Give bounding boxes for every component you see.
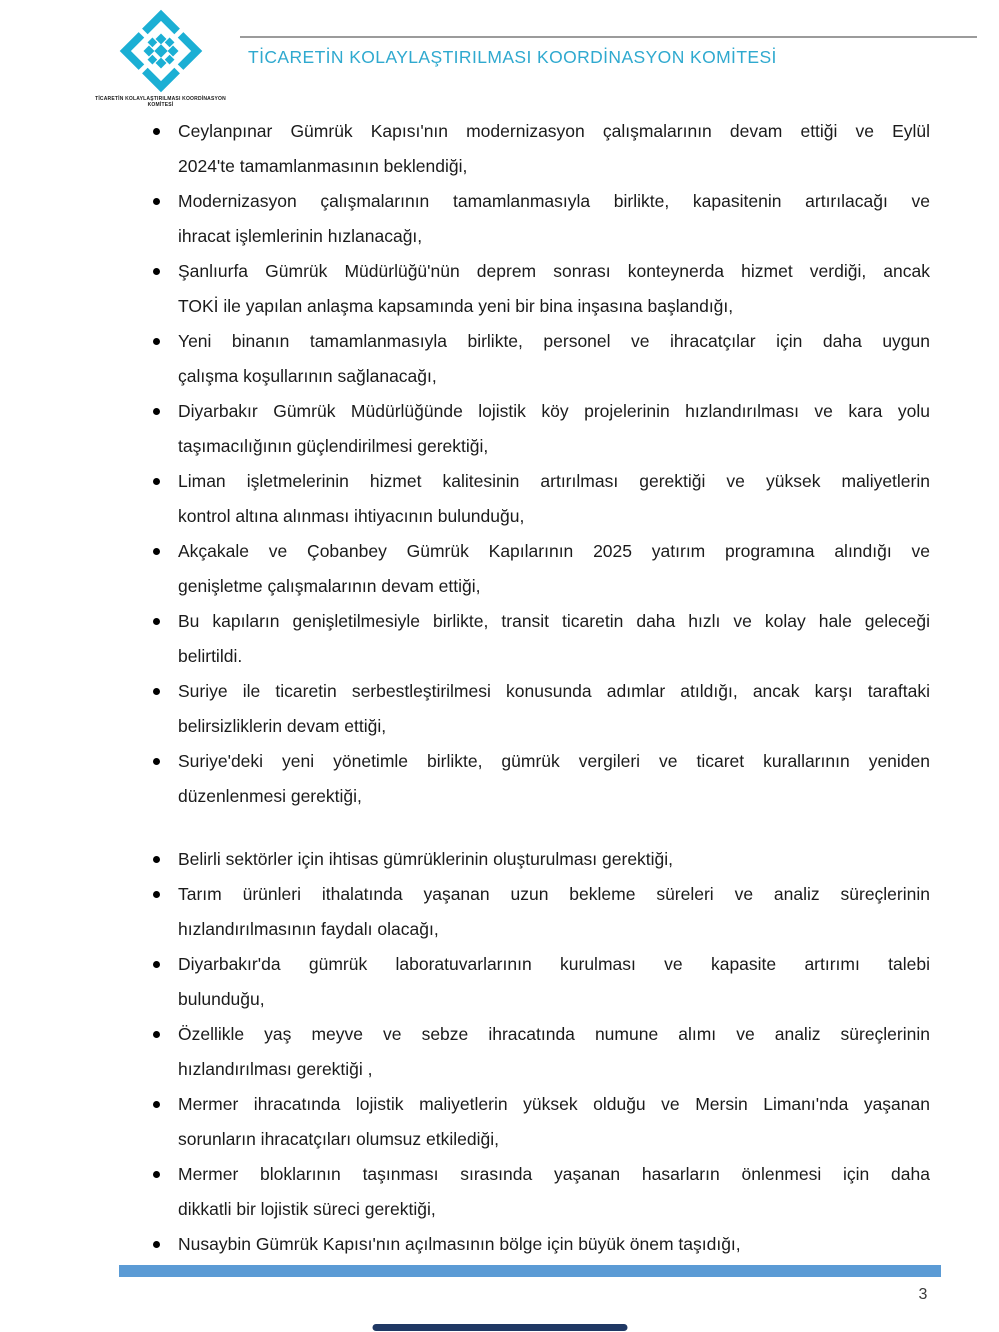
page-number: 3 bbox=[918, 1286, 928, 1303]
logo-caption-line1: TİCARETİN KOLAYLAŞTIRILMASI KOORDİNASYON bbox=[95, 96, 226, 102]
list-item bbox=[150, 744, 930, 814]
text-line: kontrol altına alınması ihtiyacının bulunduğu, bbox=[178, 506, 525, 526]
text-line: Belirli sektörler için ihtisas gümrüklerinin oluşturulması gerektiği, bbox=[178, 849, 674, 869]
logo-caption bbox=[88, 96, 233, 108]
text-line: Modernizasyon çalışmalarının tamamlanmasıyla birlikte, kapasitenin artırılacağı ve bbox=[178, 191, 930, 211]
bullet-list-2 bbox=[150, 842, 930, 1262]
bullet-content bbox=[150, 114, 930, 1262]
bullet-icon bbox=[153, 1031, 160, 1038]
text-line: Suriye'deki yeni yönetimle birlikte, gümrük vergileri ve ticaret kurallarının yeniden bbox=[178, 751, 930, 771]
text-line: Diyarbakır'da gümrük laboratuvarlarının kurulması ve kapasite artırımı talebi bbox=[178, 954, 930, 974]
list-item bbox=[150, 464, 930, 534]
list-item bbox=[150, 877, 930, 947]
list-item bbox=[150, 947, 930, 1017]
text-line: Mermer bloklarının taşınması sırasında yaşanan hasarların önlenmesi için daha bbox=[178, 1164, 930, 1184]
list-item bbox=[150, 1087, 930, 1157]
text-line: ihracat işlemlerinin hızlanacağı, bbox=[178, 226, 423, 246]
list-item bbox=[150, 184, 930, 254]
bottom-accent-bar bbox=[372, 1324, 627, 1331]
text-line: hızlandırılması gerektiği , bbox=[178, 1059, 373, 1079]
text-line: belirtildi. bbox=[178, 646, 243, 666]
text-line: Yeni binanın tamamlanmasıyla birlikte, personel ve ihracatçılar için daha uygun bbox=[178, 331, 930, 351]
text-line: Diyarbakır Gümrük Müdürlüğünde lojistik köy projelerinin hızlandırılması ve kara yolu bbox=[178, 401, 930, 421]
bullet-icon bbox=[153, 268, 160, 275]
list-item bbox=[150, 324, 930, 394]
list-item bbox=[150, 842, 930, 877]
text-line: düzenlenmesi gerektiği, bbox=[178, 786, 362, 806]
bullet-icon bbox=[153, 1101, 160, 1108]
text-line: taşımacılığının güçlendirilmesi gerektiği, bbox=[178, 436, 489, 456]
list-item bbox=[150, 254, 930, 324]
list-item bbox=[150, 1017, 930, 1087]
logo-caption-line2: KOMİTESİ bbox=[147, 102, 174, 108]
text-line: çalışma koşullarının sağlanacağı, bbox=[178, 366, 437, 386]
text-line: Liman işletmelerinin hizmet kalitesinin artırılması gerektiği ve yüksek maliyetlerin bbox=[178, 471, 930, 491]
committee-logo bbox=[88, 8, 233, 108]
text-line: Tarım ürünleri ithalatında yaşanan uzun bekleme süreleri ve analiz süreçlerinin bbox=[178, 884, 930, 904]
bullet-icon bbox=[153, 688, 160, 695]
bullet-icon bbox=[153, 478, 160, 485]
text-line: sorunların ihracatçıları olumsuz etkilediği, bbox=[178, 1129, 499, 1149]
text-line: dikkatli bir lojistik süreci gerektiği, bbox=[178, 1199, 436, 1219]
bullet-icon bbox=[153, 128, 160, 135]
header-divider bbox=[240, 36, 977, 38]
text-line: Şanlıurfa Gümrük Müdürlüğü'nün deprem sonrası konteynerda hizmet verdiği, ancak bbox=[178, 261, 930, 281]
text-line: genişletme çalışmalarının devam ettiği, bbox=[178, 576, 481, 596]
text-line: belirsizliklerin devam ettiği, bbox=[178, 716, 387, 736]
bullet-icon bbox=[153, 198, 160, 205]
diamond-logo-icon bbox=[118, 8, 204, 94]
bullet-icon bbox=[153, 758, 160, 765]
bullet-icon bbox=[153, 1241, 160, 1248]
text-line: bulunduğu, bbox=[178, 989, 265, 1009]
list-item bbox=[150, 394, 930, 464]
bullet-icon bbox=[153, 338, 160, 345]
list-item bbox=[150, 604, 930, 674]
bullet-icon bbox=[153, 891, 160, 898]
text-line: Nusaybin Gümrük Kapısı'nın açılmasının bölge için büyük önem taşıdığı, bbox=[178, 1234, 741, 1254]
bullet-icon bbox=[153, 408, 160, 415]
section-spacer bbox=[150, 814, 930, 842]
footer-accent-bar bbox=[119, 1265, 941, 1277]
text-line: TOKİ ile yapılan anlaşma kapsamında yeni bir bina inşasına başlandığı, bbox=[178, 296, 734, 316]
text-line: Bu kapıların genişletilmesiyle birlikte, transit ticaretin daha hızlı ve kolay hale geleceği bbox=[178, 611, 930, 631]
bullet-list-1 bbox=[150, 114, 930, 814]
page-title: TİCARETİN KOLAYLAŞTIRILMASI KOORDİNASYON KOMİTESİ bbox=[248, 47, 777, 67]
bullet-icon bbox=[153, 618, 160, 625]
list-item bbox=[150, 534, 930, 604]
bullet-icon bbox=[153, 1171, 160, 1178]
text-line: hızlandırılmasının faydalı olacağı, bbox=[178, 919, 439, 939]
text-line: Akçakale ve Çobanbey Gümrük Kapılarının 2025 yatırım programına alındığı ve bbox=[178, 541, 930, 561]
text-line: 2024'te tamamlanmasının beklendiği, bbox=[178, 156, 468, 176]
list-item bbox=[150, 1227, 930, 1262]
text-line: Mermer ihracatında lojistik maliyetlerin yüksek olduğu ve Mersin Limanı'nda yaşanan bbox=[178, 1094, 930, 1114]
text-line: Özellikle yaş meyve ve sebze ihracatında numune alımı ve analiz süreçlerinin bbox=[178, 1024, 930, 1044]
bullet-icon bbox=[153, 548, 160, 555]
bullet-icon bbox=[153, 961, 160, 968]
bullet-icon bbox=[153, 856, 160, 863]
list-item bbox=[150, 114, 930, 184]
list-item bbox=[150, 674, 930, 744]
text-line: Ceylanpınar Gümrük Kapısı'nın modernizasyon çalışmalarının devam ettiği ve Eylül bbox=[178, 121, 930, 141]
text-line: Suriye ile ticaretin serbestleştirilmesi konusunda adımlar atıldığı, ancak karşı taraftaki bbox=[178, 681, 930, 701]
list-item bbox=[150, 1157, 930, 1227]
